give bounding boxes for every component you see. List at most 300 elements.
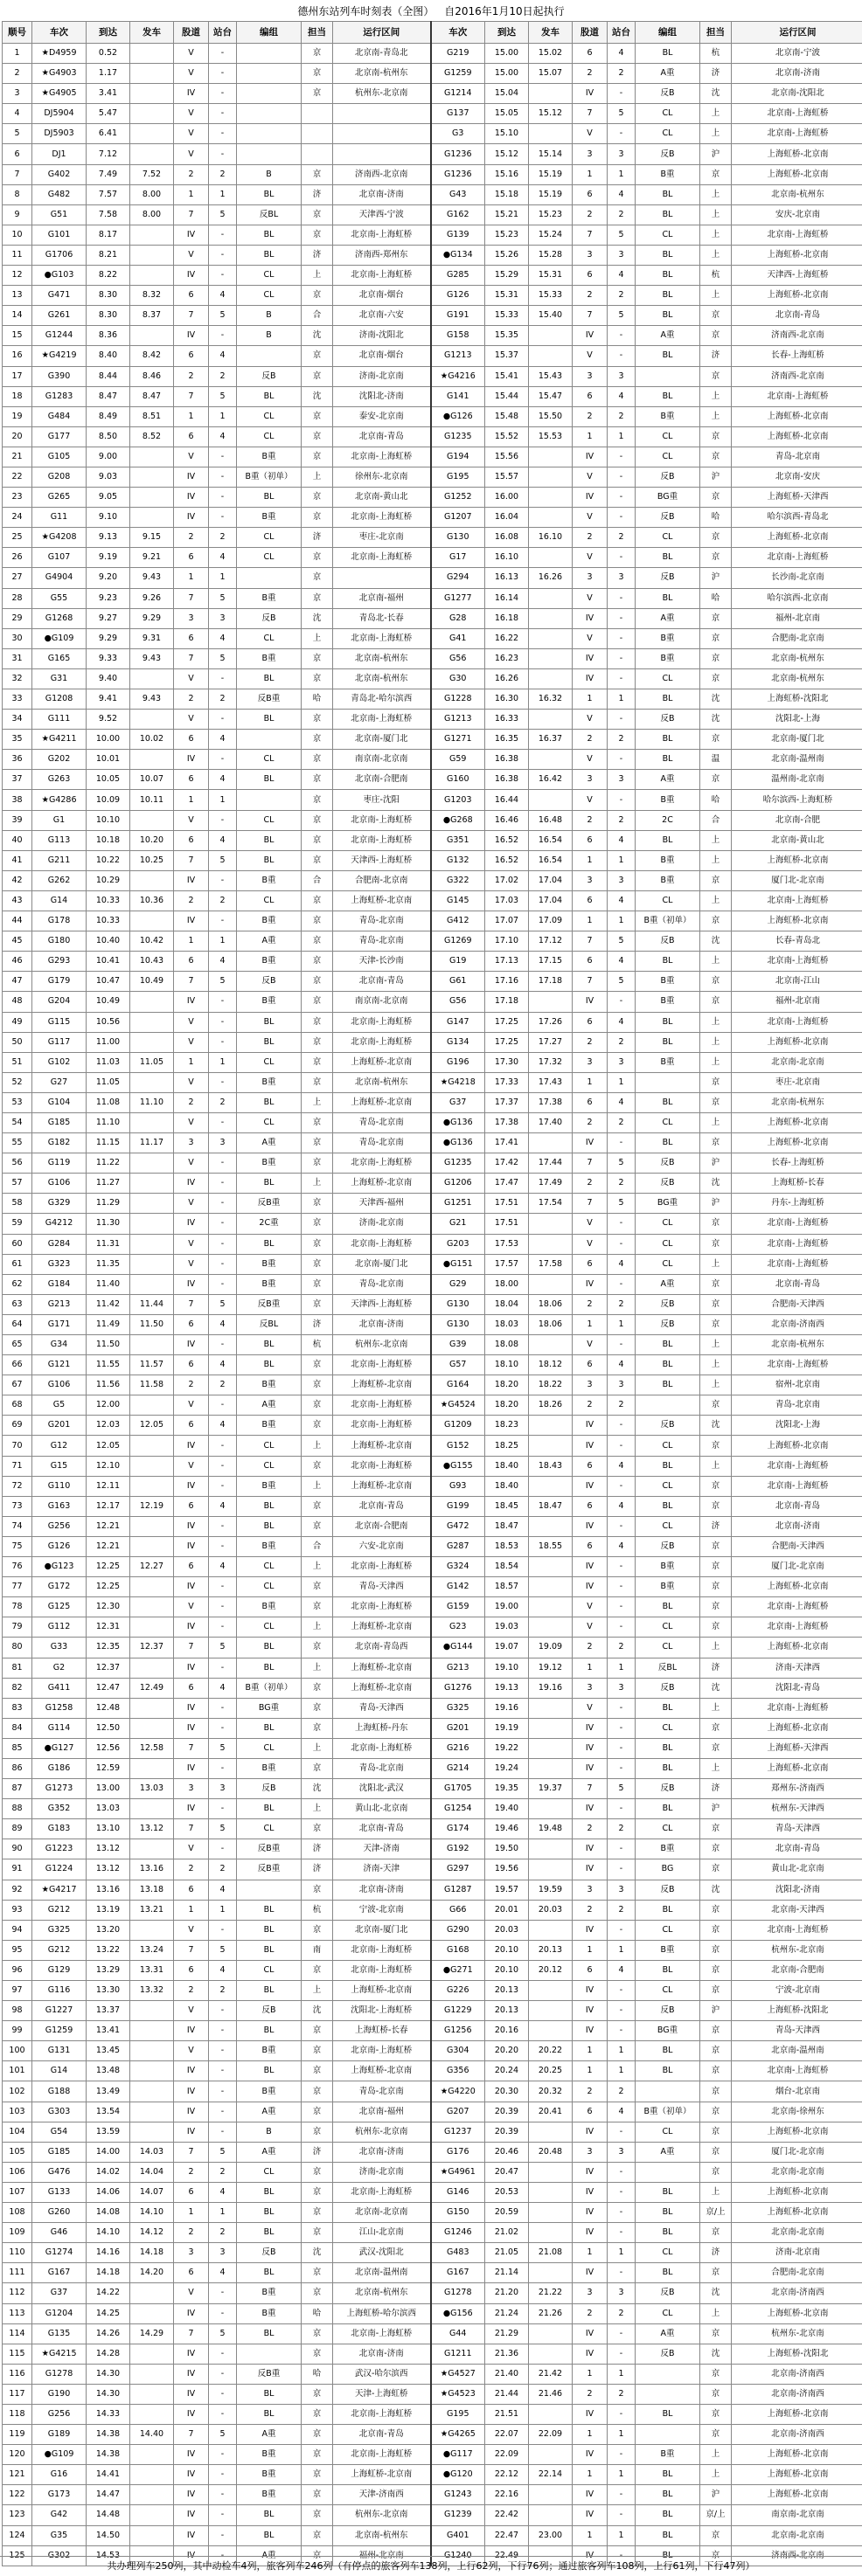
cell-platform-right: 3 [608, 245, 636, 265]
cell-train-left: G2 [32, 1658, 87, 1678]
cell-track-left: IV [174, 870, 209, 890]
cell-formation-right: B重 [636, 1940, 700, 1960]
cell-track-left: 2 [174, 164, 209, 184]
cell-platform-left: 5 [209, 1940, 237, 1960]
table-row [3, 1314, 862, 1334]
cell-seq: 53 [3, 1092, 32, 1112]
cell-operator-right: 京 [700, 2102, 732, 2122]
cell-operator-right: 沪 [700, 568, 732, 588]
cell-route-left: 北京南-青岛西 [333, 1638, 431, 1658]
cell-arrive-right: 21.36 [485, 2344, 529, 2364]
cell-operator-right: 杭 [700, 44, 732, 64]
cell-formation-right: B重（初单） [636, 911, 700, 931]
cell-track-right: 6 [573, 266, 608, 286]
cell-formation-left: BL [237, 1658, 302, 1678]
cell-depart-left [130, 1274, 174, 1294]
cell-platform-right: 1 [608, 1658, 636, 1678]
cell-route-left: 北京南-合肥南 [333, 1516, 431, 1536]
cell-formation-left: 反B重 [237, 1859, 302, 1880]
cell-formation-right [636, 1072, 700, 1092]
cell-route-right: 北京南-黄山北 [732, 830, 862, 850]
cell-train-right: G203 [431, 1234, 485, 1254]
cell-operator-left: 济 [302, 1314, 333, 1334]
cell-formation-left: 反B [237, 972, 302, 992]
cell-track-left: 7 [174, 1819, 209, 1839]
cell-arrive-left: 10.10 [87, 810, 130, 830]
cell-platform-right: 2 [608, 810, 636, 830]
cell-track-right: 1 [573, 1940, 608, 1960]
cell-track-right: IV [573, 1738, 608, 1758]
cell-arrive-left: 10.00 [87, 730, 130, 750]
table-row [3, 1920, 862, 1940]
cell-formation-right: BG [636, 1859, 700, 1880]
cell-route-left: 济南西-北京南 [333, 164, 431, 184]
cell-platform-left: - [209, 1617, 237, 1638]
table-row [3, 2384, 862, 2404]
cell-operator-right: 上 [700, 406, 732, 426]
cell-track-right: IV [573, 1758, 608, 1778]
cell-train-left: G265 [32, 488, 87, 508]
cell-train-right: G164 [431, 1375, 485, 1395]
cell-formation-left: B重 [237, 2041, 302, 2061]
cell-depart-right [529, 508, 573, 528]
cell-track-right: IV [573, 1516, 608, 1536]
cell-train-left: G126 [32, 1536, 87, 1556]
cell-depart-left: 9.29 [130, 608, 174, 628]
cell-route-left: 北京南-杭州东 [333, 668, 431, 689]
cell-track-left: 6 [174, 1314, 209, 1334]
cell-track-right: 6 [573, 184, 608, 204]
cell-formation-right: B重 [636, 790, 700, 810]
cell-arrive-left: 14.50 [87, 2525, 130, 2545]
cell-operator-left: 京 [302, 890, 333, 911]
cell-platform-left: 5 [209, 1738, 237, 1758]
cell-arrive-right: 16.10 [485, 548, 529, 568]
cell-route-left: 青岛-北京南 [333, 2081, 431, 2102]
table-row [3, 2081, 862, 2102]
title-effective-date: 自2016年1月10日起执行 [444, 5, 564, 17]
cell-depart-right [529, 84, 573, 104]
cell-route-left: 枣庄-沈阳 [333, 790, 431, 810]
cell-arrive-left: 9.03 [87, 467, 130, 487]
cell-depart-right [529, 2404, 573, 2424]
cell-train-left: G34 [32, 1335, 87, 1355]
cell-train-right: G199 [431, 1496, 485, 1516]
cell-route-left: 青岛-北京南 [333, 1758, 431, 1778]
cell-route-left: 杭州东-北京南 [333, 2505, 431, 2525]
cell-platform-left: - [209, 1112, 237, 1132]
cell-operator-right: 上 [700, 1758, 732, 1778]
table-row [3, 1254, 862, 1274]
cell-platform-left: - [209, 2465, 237, 2485]
cell-formation-right: 反B [636, 710, 700, 730]
cell-seq: 68 [3, 1395, 32, 1416]
table-row [3, 1779, 862, 1799]
cell-depart-left [130, 2525, 174, 2545]
cell-train-right: G61 [431, 972, 485, 992]
cell-operator-left: 杭 [302, 1900, 333, 1920]
cell-platform-right: 2 [608, 528, 636, 548]
table-row [3, 245, 862, 265]
cell-platform-right: 5 [608, 225, 636, 245]
table-row [3, 992, 862, 1012]
cell-operator-left: 京 [302, 1234, 333, 1254]
cell-depart-left [130, 1436, 174, 1456]
table-row [3, 1698, 862, 1718]
cell-route-left: 青岛-天津西 [333, 1698, 431, 1718]
cell-seq: 88 [3, 1799, 32, 1819]
cell-seq: 111 [3, 2263, 32, 2283]
cell-formation-left: CL [237, 1738, 302, 1758]
cell-operator-right: 沈 [700, 2283, 732, 2303]
table-row [3, 386, 862, 406]
cell-seq: 69 [3, 1416, 32, 1436]
cell-train-left: G106 [32, 1174, 87, 1194]
cell-depart-right: 17.04 [529, 870, 573, 890]
cell-track-left: V [174, 64, 209, 84]
cell-depart-right [529, 2001, 573, 2021]
cell-operator-left: 上 [302, 1981, 333, 2001]
cell-platform-right: 2 [608, 286, 636, 306]
cell-platform-left: - [209, 1758, 237, 1778]
cell-depart-right [529, 2182, 573, 2202]
cell-platform-right: 4 [608, 184, 636, 204]
cell-route-left: 沈阳北-济南 [333, 386, 431, 406]
cell-train-right: ●G136 [431, 1133, 485, 1153]
cell-route-left: 北京南-上海虹桥 [333, 1960, 431, 1980]
cell-operator-right: 上 [700, 124, 732, 144]
cell-operator-left: 京 [302, 2404, 333, 2424]
cell-operator-left: 京 [302, 1274, 333, 1294]
cell-platform-left: 4 [209, 770, 237, 790]
cell-seq: 14 [3, 306, 32, 326]
cell-track-right: IV [573, 2323, 608, 2344]
cell-operator-right: 京 [700, 1294, 732, 1314]
cell-operator-left: 沈 [302, 386, 333, 406]
cell-operator-right: 济 [700, 1658, 732, 1678]
cell-formation-right: B重 [636, 992, 700, 1012]
cell-train-left: G212 [32, 1940, 87, 1960]
cell-arrive-left: 8.47 [87, 386, 130, 406]
cell-route-right: 厦门北-北京南 [732, 2142, 862, 2162]
cell-operator-right: 济 [700, 1516, 732, 1536]
cell-route-left: 沈阳北-上海虹桥 [333, 2001, 431, 2021]
cell-depart-left [130, 44, 174, 64]
cell-seq: 57 [3, 1174, 32, 1194]
cell-depart-right: 18.22 [529, 1375, 573, 1395]
table-row [3, 2465, 862, 2485]
cell-operator-left: 上 [302, 1092, 333, 1112]
cell-platform-left: 1 [209, 184, 237, 204]
cell-arrive-right: 20.10 [485, 1960, 529, 1980]
cell-formation-right: B重 [636, 648, 700, 668]
cell-depart-left: 11.58 [130, 1375, 174, 1395]
cell-train-right: G1251 [431, 1194, 485, 1214]
cell-route-left: 徐州东-北京南 [333, 467, 431, 487]
cell-formation-right: CL [636, 1112, 700, 1132]
cell-formation-left [237, 730, 302, 750]
cell-formation-left: BL [237, 2404, 302, 2424]
cell-track-right: V [573, 346, 608, 366]
cell-route-right: 烟台-北京南 [732, 2081, 862, 2102]
cell-depart-left [130, 467, 174, 487]
cell-arrive-right: 17.51 [485, 1194, 529, 1214]
cell-platform-right: 3 [608, 1678, 636, 1698]
cell-track-left: 7 [174, 1940, 209, 1960]
cell-formation-left: A重 [237, 1395, 302, 1416]
cell-depart-right: 15.14 [529, 144, 573, 164]
cell-route-left: 天津-济南 [333, 1839, 431, 1859]
cell-track-left: IV [174, 1476, 209, 1496]
cell-platform-left: 4 [209, 548, 237, 568]
cell-depart-left [130, 1617, 174, 1638]
cell-depart-right [529, 346, 573, 366]
cell-formation-left: B重 [237, 911, 302, 931]
cell-seq: 62 [3, 1274, 32, 1294]
cell-train-left: G1283 [32, 386, 87, 406]
cell-track-right: 2 [573, 1638, 608, 1658]
cell-depart-left: 11.44 [130, 1294, 174, 1314]
cell-platform-left: 5 [209, 306, 237, 326]
cell-train-right: G21 [431, 1214, 485, 1234]
table-row [3, 1718, 862, 1738]
cell-arrive-left: 11.05 [87, 1072, 130, 1092]
cell-arrive-right: 20.24 [485, 2061, 529, 2081]
cell-arrive-right: 20.16 [485, 2021, 529, 2041]
cell-operator-left: 京 [302, 2545, 333, 2566]
cell-platform-right: 1 [608, 850, 636, 870]
cell-arrive-right: 18.20 [485, 1375, 529, 1395]
cell-platform-right: - [608, 2485, 636, 2505]
cell-track-left: 6 [174, 1960, 209, 1980]
cell-route-left: 北京南-温州南 [333, 2263, 431, 2283]
cell-arrive-right: 18.03 [485, 1314, 529, 1334]
cell-platform-left: - [209, 1234, 237, 1254]
cell-formation-left: CL [237, 1456, 302, 1476]
cell-operator-right: 沪 [700, 1194, 732, 1214]
cell-seq: 77 [3, 1577, 32, 1597]
cell-arrive-left: 0.52 [87, 44, 130, 64]
cell-operator-left: 京 [302, 2102, 333, 2122]
cell-depart-right [529, 488, 573, 508]
cell-platform-left: 3 [209, 608, 237, 628]
cell-depart-right: 17.26 [529, 1012, 573, 1032]
cell-platform-left: 5 [209, 2142, 237, 2162]
cell-arrive-right: 20.39 [485, 2102, 529, 2122]
cell-seq: 108 [3, 2203, 32, 2223]
cell-route-right: 北京南-济南西 [732, 2283, 862, 2303]
cell-formation-right: 反B [636, 2344, 700, 2364]
table-row [3, 1758, 862, 1778]
cell-operator-right: 上 [700, 1112, 732, 1132]
cell-arrive-right: 20.13 [485, 1981, 529, 2001]
cell-formation-right: CL [636, 447, 700, 467]
cell-platform-right: 5 [608, 306, 636, 326]
cell-depart-right [529, 2505, 573, 2525]
cell-seq: 55 [3, 1133, 32, 1153]
cell-operator-left: 京 [302, 750, 333, 770]
cell-train-right: ★G4961 [431, 2162, 485, 2182]
cell-route-right: 上海虹桥-北京南 [732, 1032, 862, 1052]
cell-operator-right: 上 [700, 1698, 732, 1718]
table-row [3, 346, 862, 366]
cell-depart-right [529, 1577, 573, 1597]
cell-depart-right [529, 2445, 573, 2465]
cell-train-right: ●G120 [431, 2465, 485, 2485]
cell-route-right: 宁波-北京南 [732, 1981, 862, 2001]
cell-seq: 35 [3, 730, 32, 750]
cell-depart-right [529, 447, 573, 467]
cell-platform-left: - [209, 1012, 237, 1032]
cell-operator-right: 京 [700, 2263, 732, 2283]
cell-arrive-right: 20.03 [485, 1920, 529, 1940]
cell-platform-left: - [209, 1536, 237, 1556]
cell-arrive-left: 9.52 [87, 710, 130, 730]
cell-formation-left: BL [237, 1920, 302, 1940]
cell-route-right: 北京南-天津西 [732, 1900, 862, 1920]
cell-track-right: 2 [573, 2303, 608, 2323]
cell-track-right: 1 [573, 2061, 608, 2081]
table-row [3, 2182, 862, 2202]
cell-train-right: G1271 [431, 730, 485, 750]
cell-platform-left: - [209, 1174, 237, 1194]
cell-route-left: 泰安-北京南 [333, 406, 431, 426]
cell-track-right: IV [573, 2223, 608, 2243]
cell-route-right: 北京南-上海虹桥 [732, 1012, 862, 1032]
cell-track-left: 2 [174, 689, 209, 710]
cell-route-right: 上海虹桥-北京南 [732, 911, 862, 931]
cell-formation-right: B重 [636, 628, 700, 648]
cell-track-left: 6 [174, 2182, 209, 2202]
header-formation-right: 编组 [636, 22, 700, 44]
cell-formation-left: CL [237, 1436, 302, 1456]
cell-formation-right: CL [636, 1617, 700, 1638]
table-row [3, 366, 862, 386]
cell-track-left: IV [174, 2384, 209, 2404]
cell-arrive-right: 17.57 [485, 1254, 529, 1274]
cell-seq: 75 [3, 1536, 32, 1556]
cell-track-right: 2 [573, 1294, 608, 1314]
table-row [3, 2283, 862, 2303]
cell-track-left: 6 [174, 952, 209, 972]
cell-platform-left: - [209, 1254, 237, 1274]
cell-track-right: 1 [573, 850, 608, 870]
cell-depart-right [529, 588, 573, 608]
cell-formation-left: BL [237, 2223, 302, 2243]
cell-route-left: 青岛-天津西 [333, 1577, 431, 1597]
cell-train-right: ●G271 [431, 1960, 485, 1980]
cell-operator-left: 京 [302, 2525, 333, 2545]
cell-operator-right: 京 [700, 1718, 732, 1738]
cell-train-right: G56 [431, 648, 485, 668]
cell-operator-left: 京 [302, 730, 333, 750]
cell-operator-left: 京 [302, 1577, 333, 1597]
cell-formation-left: BL [237, 1940, 302, 1960]
cell-depart-left [130, 2364, 174, 2384]
cell-operator-left: 京 [302, 2203, 333, 2223]
cell-route-right: 上海虹桥-北京南 [732, 1133, 862, 1153]
cell-arrive-left: 11.15 [87, 1133, 130, 1153]
cell-route-right: 上海虹桥-沈阳北 [732, 2001, 862, 2021]
cell-route-right: 北京南-北京南 [732, 2223, 862, 2243]
cell-train-right: G1246 [431, 2223, 485, 2243]
cell-train-right: G1213 [431, 346, 485, 366]
cell-track-right: IV [573, 2344, 608, 2364]
cell-depart-right [529, 1920, 573, 1940]
cell-track-left: V [174, 1112, 209, 1132]
cell-platform-left: 5 [209, 386, 237, 406]
cell-depart-right [529, 628, 573, 648]
cell-train-left: DJ5903 [32, 124, 87, 144]
cell-arrive-right: 15.23 [485, 225, 529, 245]
cell-track-right: IV [573, 992, 608, 1012]
cell-seq: 41 [3, 850, 32, 870]
cell-train-right: G201 [431, 1718, 485, 1738]
cell-track-right: 3 [573, 144, 608, 164]
cell-formation-right: 反B [636, 84, 700, 104]
cell-route-left: 北京南-合肥南 [333, 770, 431, 790]
cell-formation-right: BG重 [636, 2021, 700, 2041]
timetable-body [3, 44, 862, 2566]
timetable [2, 21, 862, 2566]
cell-platform-right: - [608, 608, 636, 628]
cell-formation-right: 反B [636, 2001, 700, 2021]
cell-arrive-right: 22.42 [485, 2505, 529, 2525]
cell-train-left: G178 [32, 911, 87, 931]
cell-formation-left: B [237, 326, 302, 346]
cell-depart-left: 12.05 [130, 1416, 174, 1436]
cell-formation-right: CL [636, 1516, 700, 1536]
cell-route-left: 北京南-北京南 [333, 2203, 431, 2223]
cell-seq: 106 [3, 2162, 32, 2182]
cell-route-left: 济南-北京南 [333, 366, 431, 386]
cell-operator-left: 济 [302, 184, 333, 204]
cell-depart-right [529, 124, 573, 144]
table-row [3, 508, 862, 528]
cell-arrive-left: 9.19 [87, 548, 130, 568]
cell-depart-right [529, 1133, 573, 1153]
cell-formation-left: B重 [237, 1416, 302, 1436]
cell-train-right: G285 [431, 266, 485, 286]
cell-train-right: G1203 [431, 790, 485, 810]
cell-track-left: 7 [174, 204, 209, 225]
cell-route-right: 北京南-温州南 [732, 750, 862, 770]
cell-track-left: IV [174, 2445, 209, 2465]
cell-train-left: G115 [32, 1012, 87, 1032]
header-depart-left: 发车 [130, 22, 174, 44]
cell-formation-left: BL [237, 1900, 302, 1920]
cell-operator-left: 京 [302, 1416, 333, 1436]
cell-operator-right: 京 [700, 2384, 732, 2404]
cell-formation-right: BL [636, 1900, 700, 1920]
cell-route-right: 黄山北-北京南 [732, 1859, 862, 1880]
cell-track-right: 2 [573, 1819, 608, 1839]
cell-platform-right: 4 [608, 44, 636, 64]
cell-platform-left: 4 [209, 1416, 237, 1436]
cell-operator-left: 沈 [302, 326, 333, 346]
cell-arrive-left: 14.53 [87, 2545, 130, 2566]
cell-arrive-right: 19.19 [485, 1718, 529, 1738]
cell-operator-right: 上 [700, 830, 732, 850]
cell-train-right: ★G4527 [431, 2364, 485, 2384]
cell-depart-left: 13.12 [130, 1819, 174, 1839]
cell-track-left: 7 [174, 2425, 209, 2445]
cell-train-left: G476 [32, 2162, 87, 2182]
cell-arrive-left: 11.35 [87, 1254, 130, 1274]
cell-operator-right: 京 [700, 1496, 732, 1516]
cell-route-right: 北京南-沈阳北 [732, 84, 862, 104]
cell-operator-right: 沈 [700, 2344, 732, 2364]
